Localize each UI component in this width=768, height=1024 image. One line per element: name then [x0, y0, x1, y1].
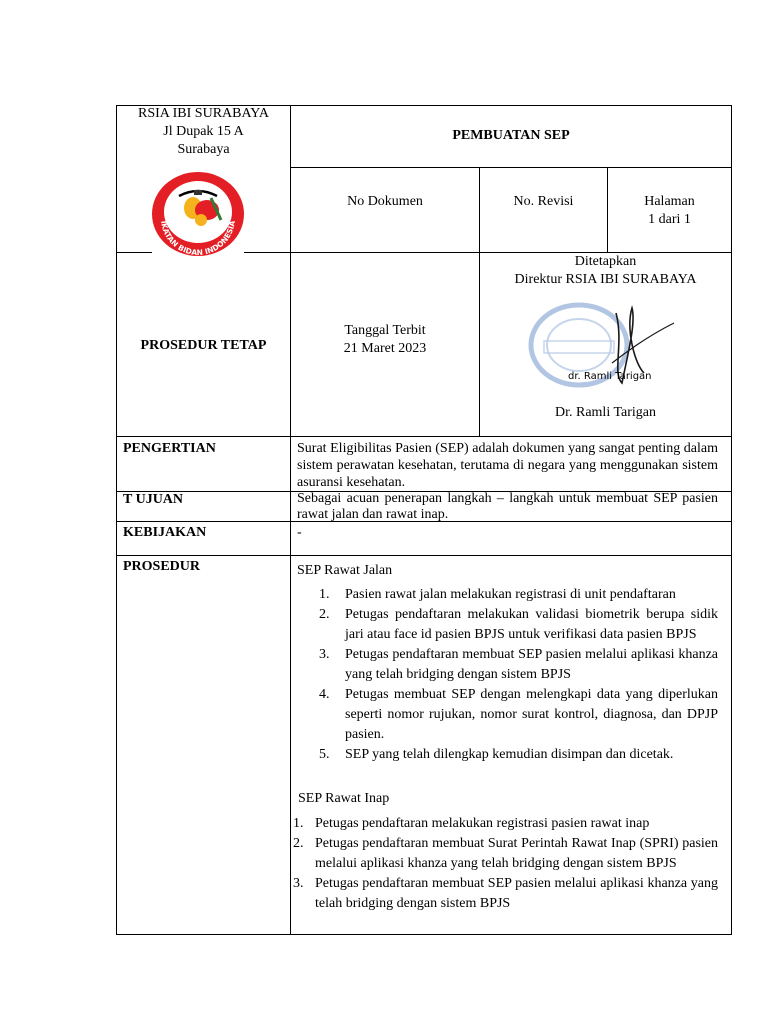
- list-item-text: Petugas pendaftaran membuat Surat Perintah Rawat Inap (SPRI) pasien melalui aplikasi khanza yang telah bridging dengan sistem BPJS: [315, 836, 718, 871]
- halaman-label: Halaman: [644, 194, 695, 209]
- list-item: [319, 605, 718, 645]
- kebijakan-label: KEBIJAKAN: [123, 525, 207, 540]
- tujuan-text: Sebagai acuan penerapan langkah – langkah untuk membuat SEP pasien rawat jalan dan rawat inap.: [297, 491, 718, 522]
- table-border: [290, 105, 291, 935]
- halaman-value: 1 dari 1: [648, 212, 691, 227]
- list-item-text: SEP yang telah dilengkap kemudian disimpan dan dicetak.: [345, 747, 674, 762]
- pengertian-label: PENGERTIAN: [123, 441, 216, 456]
- no-dokumen-label: No Dokumen: [347, 194, 423, 209]
- org-info: [117, 105, 290, 159]
- director-name: Dr. Ramli Tarigan: [554, 405, 657, 420]
- tanggal-value: 21 Maret 2023: [343, 341, 427, 356]
- list-item-text: Petugas pendaftaran membuat SEP pasien melalui aplikasi khanza yang telah bridging dengan sistem BPJS: [345, 647, 718, 682]
- director-title: Direktur RSIA IBI SURABAYA: [514, 272, 697, 287]
- list-item-text: Petugas pendaftaran melakukan registrasi pasien rawat inap: [315, 816, 650, 831]
- signature-text: dr. Ramli Tarigan: [568, 371, 652, 382]
- list-item-text: Petugas pendaftaran melakukan validasi biometrik berupa sidik jari atau face id pasien BPJS untuk verifikasi data pasien BPJS: [345, 607, 718, 642]
- org-address: Jl Dupak 15 A: [163, 124, 244, 139]
- tujuan-label: T UJUAN: [123, 492, 184, 507]
- list-item: [319, 685, 718, 745]
- org-city: Surabaya: [177, 142, 230, 157]
- ibi-logo: [149, 168, 247, 260]
- procedure-label: PROSEDUR TETAP: [140, 338, 267, 353]
- rawat-inap-title: SEP Rawat Inap: [298, 791, 390, 806]
- list-item-number: 2.: [319, 607, 330, 622]
- table-border: [290, 167, 732, 168]
- tanggal-label: Tanggal Terbit: [344, 323, 426, 338]
- stamp-signature-image: [524, 293, 694, 393]
- list-item-number: 1.: [293, 816, 304, 831]
- doc-title: PEMBUATAN SEP: [452, 128, 570, 143]
- list-item: [319, 645, 718, 685]
- tanggal-terbit: [291, 322, 479, 358]
- table-border-right: [731, 105, 732, 935]
- list-item: [319, 745, 718, 765]
- rawat-inap-steps: [293, 814, 718, 914]
- pengertian-text: Surat Eligibilitas Pasien (SEP) adalah dokumen yang sangat penting dalam sistem perawatan kesehatan, terutama di negara yang menggunakan sistem asuransi kesehatan.: [297, 441, 718, 490]
- org-name: RSIA IBI SURABAYA: [138, 106, 269, 121]
- table-border-left: [116, 105, 117, 935]
- list-item-number: 3.: [293, 876, 304, 891]
- list-item-text: Pasien rawat jalan melakukan registrasi di unit pendaftaran: [345, 587, 676, 602]
- list-item-number: 5.: [319, 747, 330, 762]
- list-item: [293, 874, 718, 914]
- list-item: [293, 814, 718, 834]
- list-item-text: Petugas pendaftaran membuat SEP pasien melalui aplikasi khanza yang telah bridging dengan sistem BPJS: [315, 876, 718, 911]
- table-border-bottom: [116, 934, 732, 935]
- ditetapkan-label: Ditetapkan: [574, 254, 637, 269]
- ditetapkan-block: [480, 253, 731, 289]
- list-item-number: 2.: [293, 836, 304, 851]
- rawat-jalan-title: SEP Rawat Jalan: [297, 563, 393, 578]
- list-item: [319, 585, 718, 605]
- kebijakan-text: -: [297, 525, 302, 540]
- list-item-number: 3.: [319, 647, 330, 662]
- logo-text: IKATAN BIDAN INDONESIA: [159, 220, 237, 258]
- halaman-cell: [608, 193, 731, 229]
- rawat-jalan-steps: [319, 585, 718, 765]
- table-border: [116, 252, 152, 253]
- table-border: [116, 436, 732, 437]
- list-item-number: 1.: [319, 587, 330, 602]
- table-border: [116, 555, 732, 556]
- prosedur-label: PROSEDUR: [123, 559, 201, 574]
- list-item: [293, 834, 718, 874]
- list-item-number: 4.: [319, 687, 330, 702]
- list-item-text: Petugas membuat SEP dengan melengkapi data yang diperlukan seperti nomor rujukan, nomor surat kontrol, diagnosa, dan DPJP pasien.: [345, 687, 718, 742]
- no-revisi-label: No. Revisi: [513, 194, 574, 209]
